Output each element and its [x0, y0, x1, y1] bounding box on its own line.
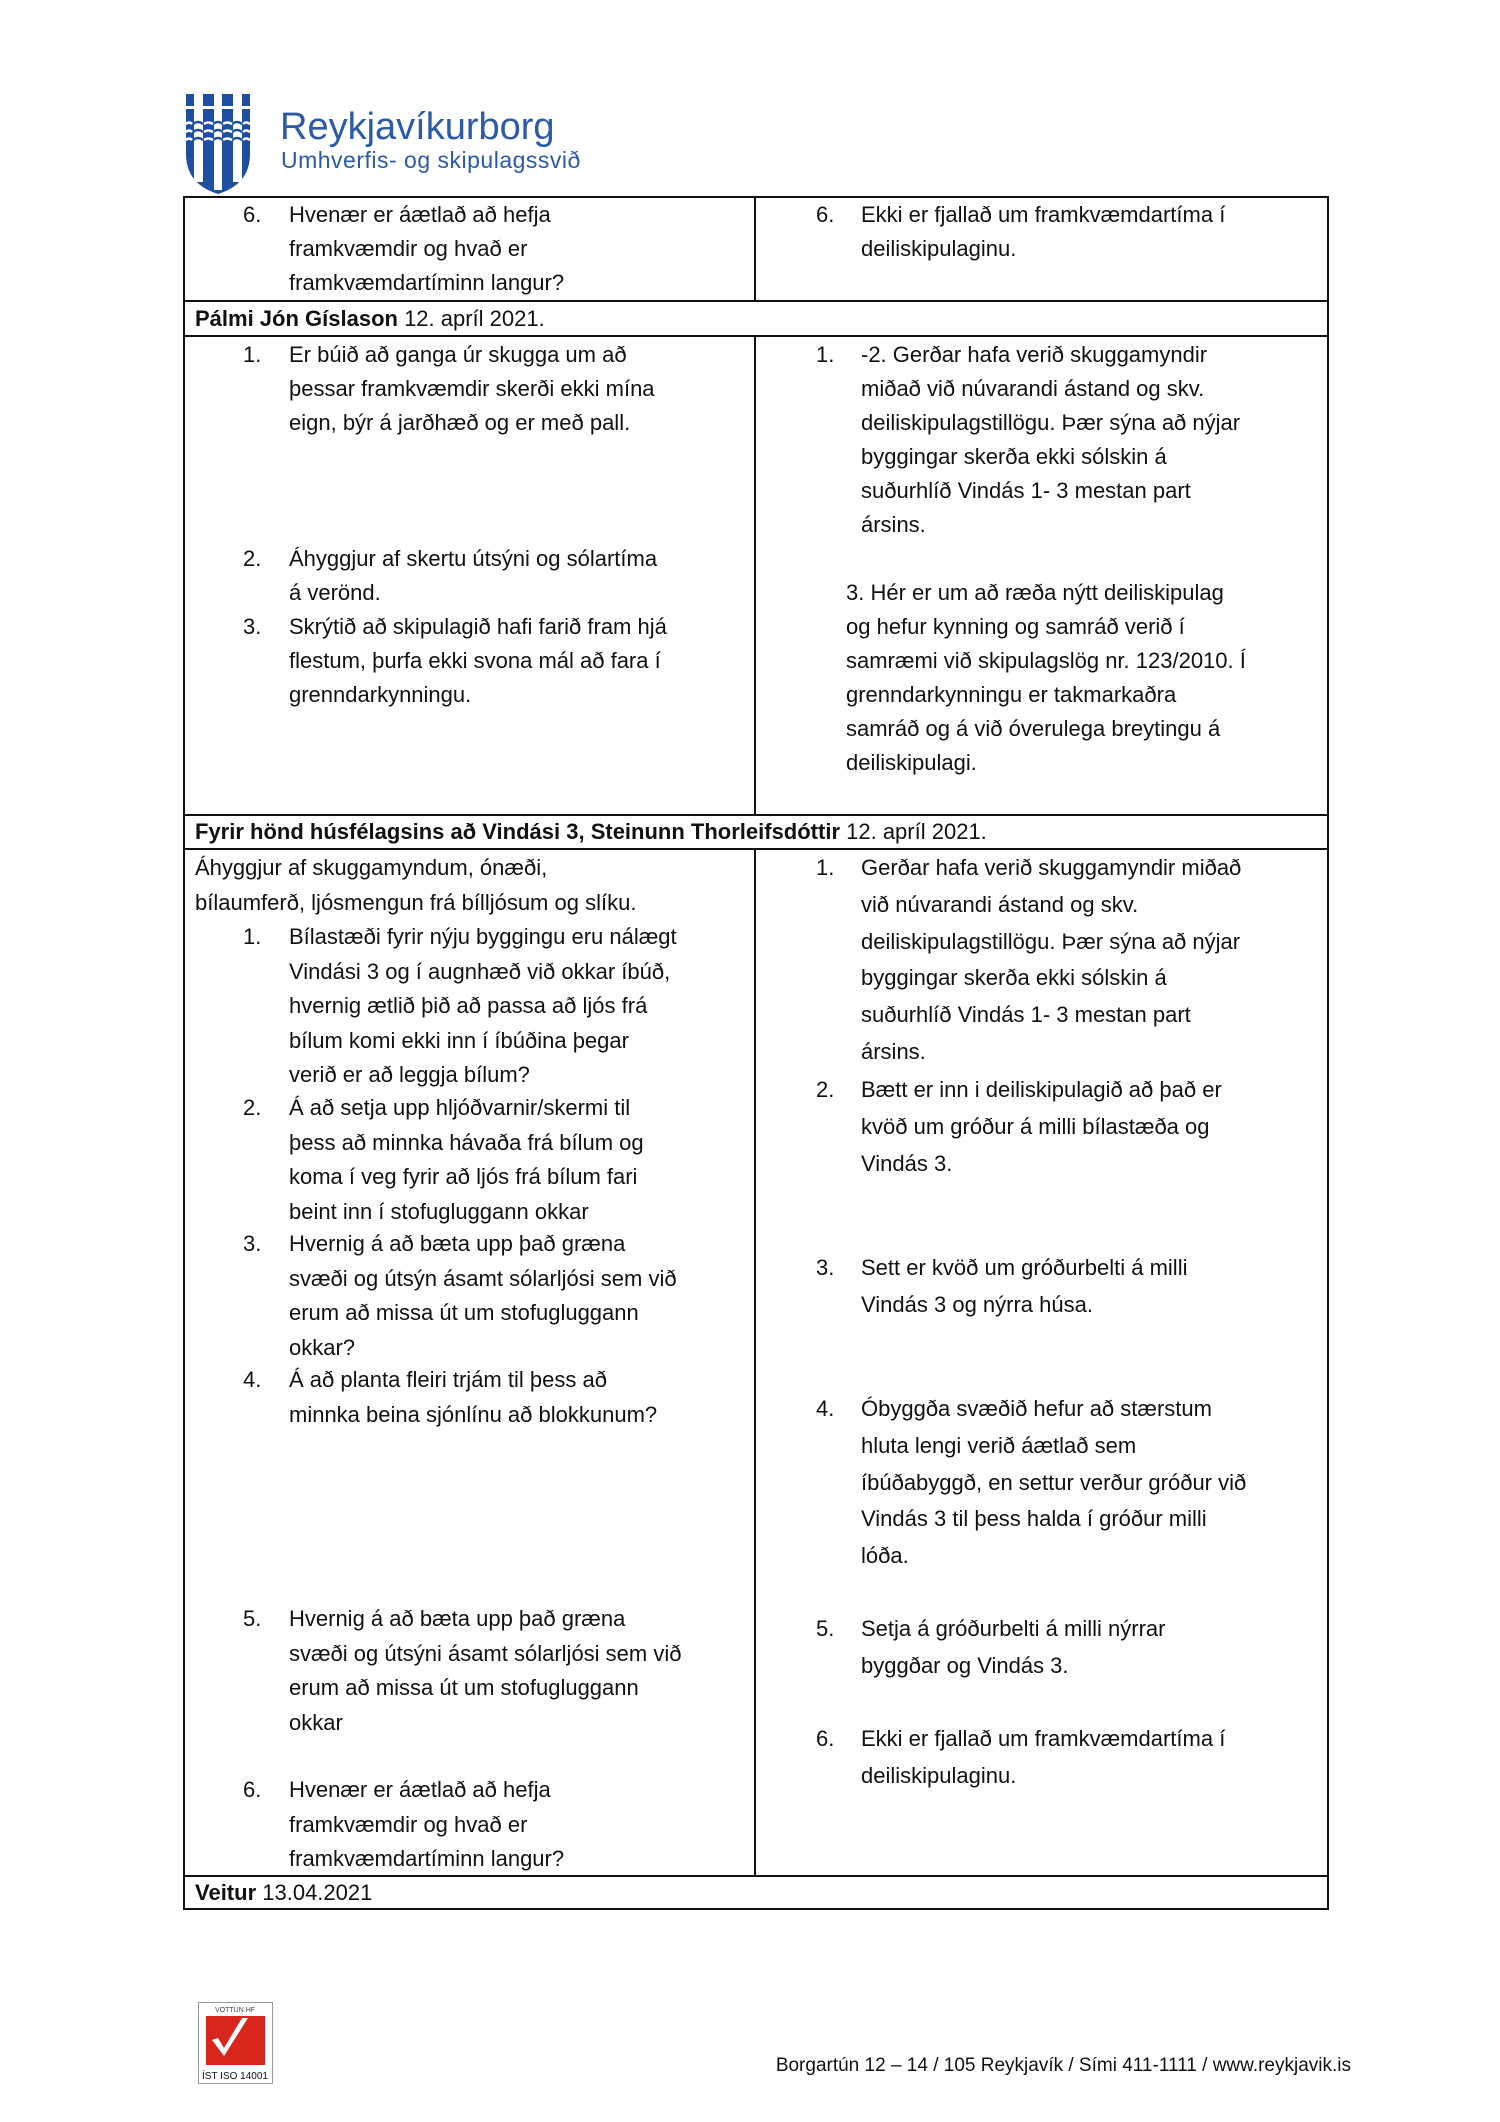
list-item-text: hluta lengi verið áætlað sem	[861, 1433, 1137, 1458]
comment-date: 12. apríl 2021.	[840, 819, 987, 844]
footer-address: Borgartún 12 – 14 / 105 Reykjavík / Sími 411-1111 / www.reykjavik.is	[775, 2055, 1351, 2076]
section-header-vindas	[195, 815, 987, 849]
list-item-text: Gerðar hafa verið skuggamyndir miðað	[861, 855, 1242, 880]
list-item-text: erum að missa út um stofugluggann	[289, 1300, 639, 1325]
column-divider	[754, 196, 756, 302]
list-number: 3.	[243, 1231, 262, 1256]
list-item-text: Áhyggjur af skuggamyndum, ónæði,	[195, 855, 548, 880]
list-item-text: okkar?	[289, 1335, 356, 1360]
list-item-text: byggingar skerða ekki sólskin á	[861, 444, 1167, 469]
department-name: Umhverfis- og skipulagssvið	[281, 147, 581, 173]
list-number: 1.	[816, 342, 835, 367]
list-item-text: suðurhlíð Vindás 1- 3 mestan part	[861, 1002, 1191, 1027]
comment-date: 13.04.2021	[256, 1880, 373, 1905]
list-item-text: -2. Gerðar hafa verið skuggamyndir	[861, 342, 1208, 367]
list-item-text: og hefur kynning og samráð verið í	[846, 614, 1185, 639]
list-item-text: svæði og útsýn ásamt sólarljósi sem við	[289, 1266, 677, 1291]
list-item-text: þess að minnka hávaða frá bílum og	[289, 1130, 644, 1155]
section-header-palmi	[195, 302, 545, 336]
list-item-text: Bílastæði fyrir nýju byggingu eru nálægt	[289, 924, 677, 949]
list-item-text: minnka beina sjónlínu að blokkunum?	[289, 1402, 658, 1427]
list-item-text: bílaumferð, ljósmengun frá bílljósum og slíku.	[195, 890, 637, 915]
list-item-text: Vindás 3 til þess halda í gróður milli	[861, 1506, 1207, 1531]
list-item-text: þessar framkvæmdir skerði ekki mína	[289, 376, 655, 401]
list-item-text: ársins.	[861, 512, 926, 537]
list-item-text: beint inn í stofugluggann okkar	[289, 1199, 589, 1224]
list-item-text: deiliskipulaginu.	[861, 236, 1017, 261]
list-item-text: deiliskipulagstillögu. Þær sýna að nýjar	[861, 929, 1241, 954]
commenter-name: Fyrir hönd húsfélagsins að Vindási 3, Steinunn Thorleifsdóttir	[195, 819, 841, 844]
list-item-text: deiliskipulaginu.	[861, 1763, 1017, 1788]
list-number: 4.	[816, 1396, 835, 1421]
list-item-text: byggðar og Vindás 3.	[861, 1653, 1069, 1678]
commenter-name: Pálmi Jón Gíslason	[195, 306, 398, 331]
commenter-name: Veitur	[195, 1880, 257, 1905]
list-number: 2.	[243, 1095, 262, 1120]
list-number: 3.	[816, 1255, 835, 1280]
list-item-text: Sett er kvöð um gróðurbelti á milli	[861, 1255, 1188, 1280]
city-shield-logo	[184, 92, 252, 196]
table-border	[1327, 196, 1329, 1910]
list-item-text: svæði og útsýni ásamt sólarljósi sem við	[289, 1641, 682, 1666]
list-item-text: Á að planta fleiri trjám til þess að	[289, 1367, 607, 1392]
list-item-text: Setja á gróðurbelti á milli nýrrar	[861, 1616, 1166, 1641]
org-name: Reykjavíkurborg	[280, 106, 555, 148]
list-number: 1.	[243, 924, 262, 949]
list-item-text: Vindás 3 og nýrra húsa.	[861, 1292, 1093, 1317]
list-item-text: suðurhlíð Vindás 1- 3 mestan part	[861, 478, 1191, 503]
list-item-text: byggingar skerða ekki sólskin á	[861, 965, 1167, 990]
list-item-text: Óbyggða svæðið hefur að stærstum	[861, 1396, 1212, 1421]
list-item-text: kvöð um gróður á milli bílastæða og	[861, 1114, 1210, 1139]
list-item-text: við núvarandi ástand og skv.	[861, 892, 1139, 917]
list-number: 6.	[243, 1777, 262, 1802]
list-item-text: lóða.	[861, 1543, 909, 1568]
list-item-text: verið er að leggja bílum?	[289, 1062, 530, 1087]
list-item-text: framkvæmdir og hvað er	[289, 236, 528, 261]
list-item-text: samræmi við skipulagslög nr. 123/2010. Í	[846, 648, 1246, 673]
list-item-text: framkvæmdartíminn langur?	[289, 1846, 565, 1871]
table-border	[183, 196, 185, 1910]
list-item-text: á verönd.	[289, 580, 381, 605]
list-item-text: Skrýtið að skipulagið hafi farið fram hjá	[289, 614, 667, 639]
list-item-text: grenndarkynningu.	[289, 682, 472, 707]
list-number: 1.	[816, 855, 835, 880]
list-number: 2.	[816, 1077, 835, 1102]
list-number: 5.	[816, 1616, 835, 1641]
list-item-text: Bætt er inn i deiliskipulagið að það er	[861, 1077, 1222, 1102]
list-item-text: deiliskipulagstillögu. Þær sýna að nýjar	[861, 410, 1241, 435]
list-item-text: miðað við núvarandi ástand og skv.	[861, 376, 1205, 401]
list-number: 5.	[243, 1606, 262, 1631]
list-item-text: íbúðabyggð, en settur verður gróður við	[861, 1470, 1247, 1495]
list-item-text: 3. Hér er um að ræða nýtt deiliskipulag	[846, 580, 1224, 605]
list-item-text: framkvæmdartíminn langur?	[289, 270, 565, 295]
list-item-text: ársins.	[861, 1039, 926, 1064]
list-item-text: Hvernig á að bæta upp það græna	[289, 1231, 626, 1256]
list-item-text: Vindás 3.	[861, 1151, 953, 1176]
list-number: 1.	[243, 342, 262, 367]
list-item-text: hvernig ætlið þið að passa að ljós frá	[289, 993, 648, 1018]
iso-certification-logo	[198, 2002, 273, 2084]
list-item-text: eign, býr á jarðhæð og er með pall.	[289, 410, 631, 435]
list-item-text: koma í veg fyrir að ljós frá bílum fari	[289, 1164, 638, 1189]
list-item-text: Hvenær er áætlað að hefja	[289, 202, 551, 227]
svg-text:VOTTUN HF: VOTTUN HF	[214, 2007, 256, 2014]
column-divider	[754, 848, 756, 1877]
list-item-text: flestum, þurfa ekki svona mál að fara í	[289, 648, 661, 673]
list-item-text: grenndarkynningu er takmarkaðra	[846, 682, 1177, 707]
list-number: 6.	[816, 202, 835, 227]
svg-text:ÍST ISO 14001: ÍST ISO 14001	[202, 2071, 268, 2082]
list-number: 3.	[243, 614, 262, 639]
list-number: 2.	[243, 546, 262, 571]
list-item-text: okkar	[289, 1710, 343, 1735]
list-item-text: Hvenær er áætlað að hefja	[289, 1777, 551, 1802]
list-item-text: Á að setja upp hljóðvarnir/skermi til	[289, 1095, 631, 1120]
list-number: 6.	[243, 202, 262, 227]
comment-date: 12. apríl 2021.	[397, 306, 545, 331]
list-number: 6.	[816, 1726, 835, 1751]
list-number: 4.	[243, 1367, 262, 1392]
list-item-text: bílum komi ekki inn í íbúðina þegar	[289, 1028, 629, 1053]
list-item-text: Er búið að ganga úr skugga um að	[289, 342, 627, 367]
list-item-text: samráð og á við óverulega breytingu á	[846, 716, 1221, 741]
section-header-veitur	[195, 1876, 372, 1910]
list-item-text: framkvæmdir og hvað er	[289, 1812, 528, 1837]
list-item-text: Ekki er fjallað um framkvæmdartíma í	[861, 1726, 1226, 1751]
list-item-text: deiliskipulagi.	[846, 750, 977, 775]
list-item-text: Hvernig á að bæta upp það græna	[289, 1606, 626, 1631]
list-item-text: Áhyggjur af skertu útsýni og sólartíma	[289, 546, 658, 571]
list-item-text: erum að missa út um stofugluggann	[289, 1675, 639, 1700]
column-divider	[754, 335, 756, 816]
list-item-text: Vindási 3 og í augnhæð við okkar íbúð,	[289, 959, 671, 984]
list-item-text: Ekki er fjallað um framkvæmdartíma í	[861, 202, 1226, 227]
